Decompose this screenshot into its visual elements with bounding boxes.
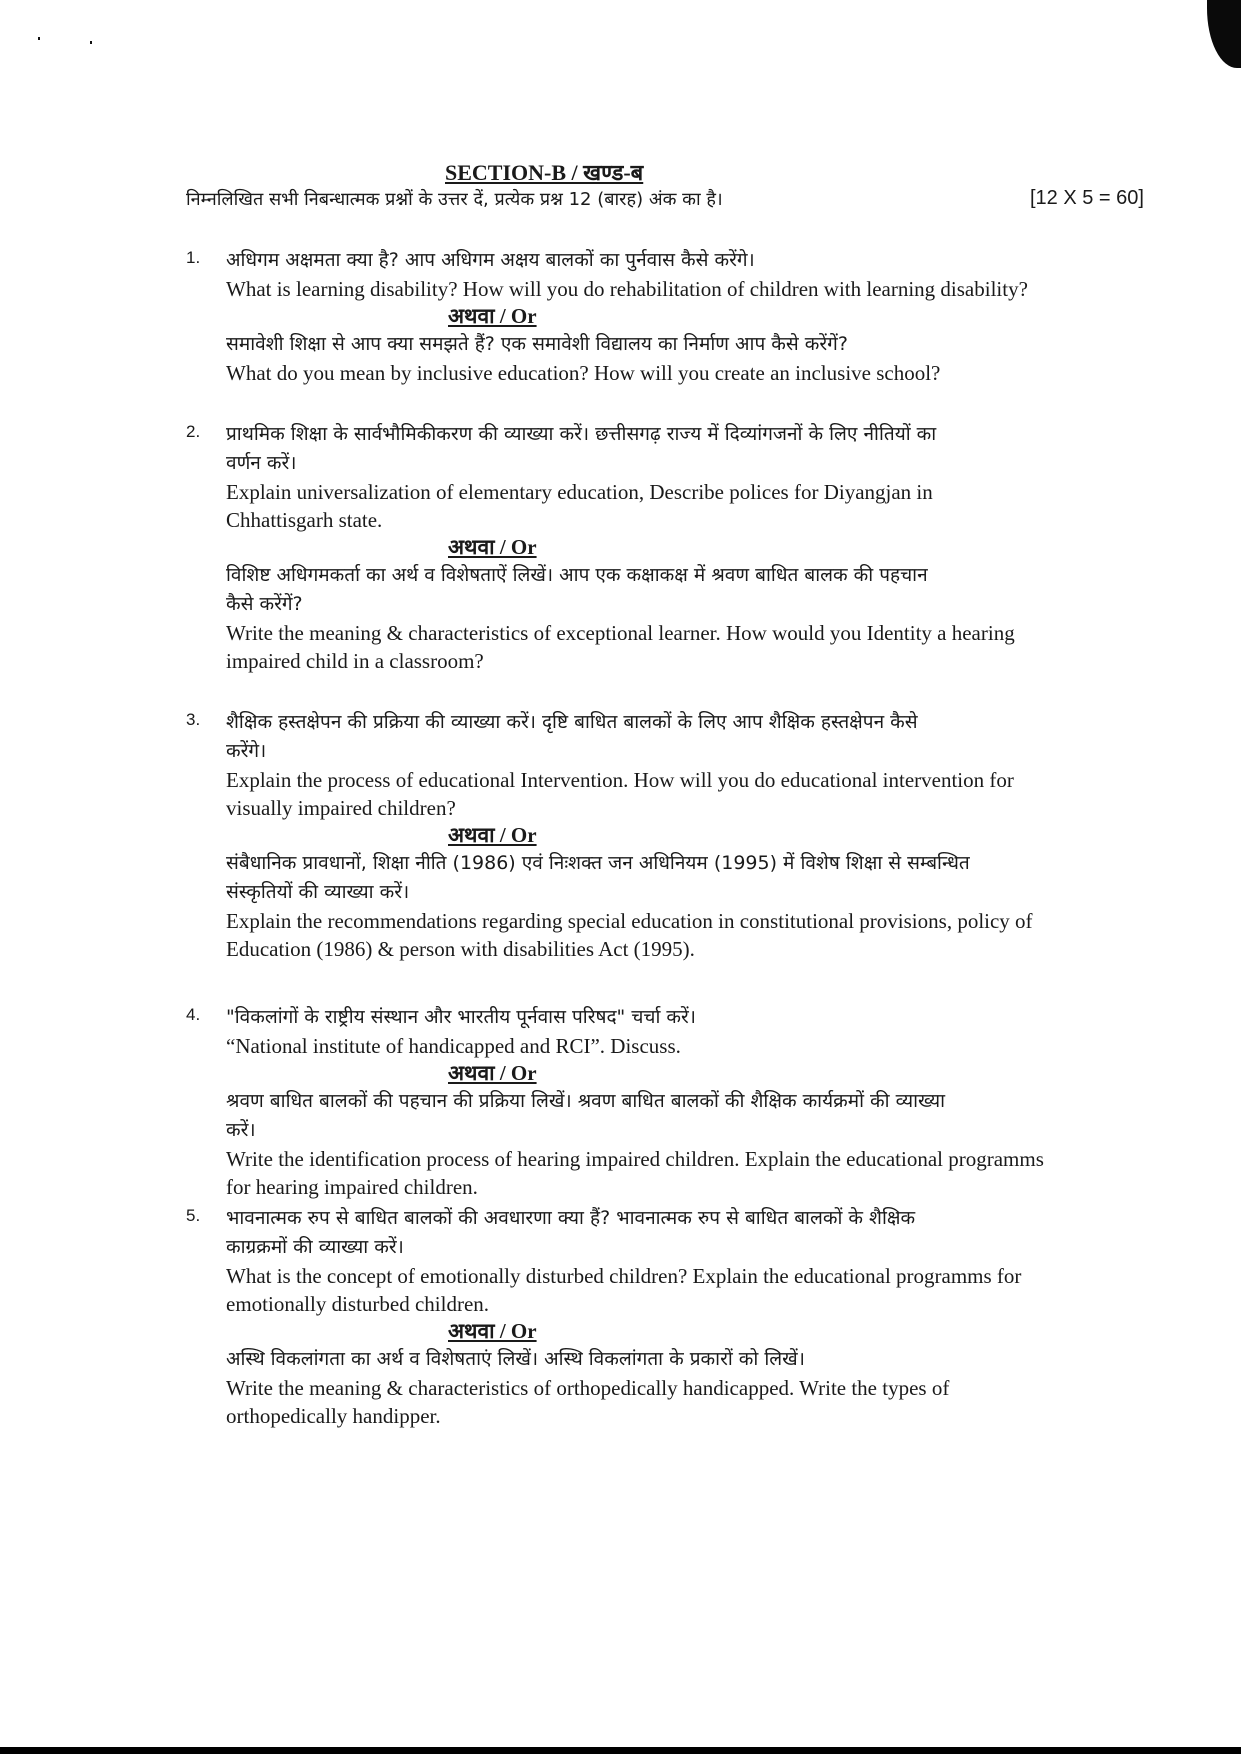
alt-question-text-hindi: अस्थि विकलांगता का अर्थ व विशेषताएं लिखें। अस्थि विकलांगता के प्रकारों को लिखें। (226, 1348, 805, 1370)
section-title: SECTION-B / खण्ड-ब (445, 160, 644, 185)
question-text-english: Explain the process of educational Intervention. How will you do educational intervention for (226, 768, 1014, 792)
question-text-english: What is learning disability? How will you do rehabilitation of children with learning disability? (226, 277, 1028, 301)
alt-question-text-english: for hearing impaired children. (226, 1175, 478, 1199)
alt-question-text-english: impaired child in a classroom? (226, 649, 484, 673)
or-divider: अथवा / Or (448, 304, 537, 328)
alt-question-text-english: Education (1986) & person with disabilities Act (1995). (226, 937, 695, 961)
question-text-hindi: वर्णन करें। (226, 452, 297, 474)
question-text-english: Explain universalization of elementary education, Describe polices for Diyangjan in (226, 480, 933, 504)
scan-speck (38, 37, 40, 40)
question-number: 5. (186, 1206, 201, 1225)
question-number: 4. (186, 1005, 201, 1024)
question-number: 1. (186, 248, 201, 267)
question-text-hindi: काग्रक्रमों की व्याख्या करें। (226, 1236, 404, 1258)
or-divider: अथवा / Or (448, 1061, 537, 1085)
question-text-hindi: शैक्षिक हस्तक्षेपन की प्रक्रिया की व्याख्या करें। दृष्टि बाधित बालकों के लिए आप शैक्षिक हस्तक्षेपन कैसे (226, 711, 918, 733)
alt-question-text-english: Write the meaning & characteristics of exceptional learner. How would you Identity a hearing (226, 621, 1015, 645)
alt-question-text-hindi: संस्कृतियों की व्याख्या करें। (226, 881, 410, 903)
alt-question-text-english: Explain the recommendations regarding special education in constitutional provisions, policy of (226, 909, 1033, 933)
alt-question-text-english: Write the meaning & characteristics of orthopedically handicapped. Write the types of (226, 1376, 950, 1400)
alt-question-text-hindi: विशिष्ट अधिगमकर्ता का अर्थ व विशेषताऐं लिखें। आप एक कक्षाकक्ष में श्रवण बाधित बालक की पहचान (226, 564, 928, 586)
scan-bottom-edge (0, 1747, 1241, 1754)
question-text-hindi: "विकलांगों के राष्ट्रीय संस्थान और भारतीय पूर्नवास परिषद" चर्चा करें। (226, 1006, 696, 1028)
alt-question-text-hindi: श्रवण बाधित बालकों की पहचान की प्रक्रिया लिखें। श्रवण बाधित बालकों की शैक्षिक कार्यक्रमों की व्याख्या (226, 1090, 946, 1112)
or-divider: अथवा / Or (448, 823, 537, 847)
question-text-english: emotionally disturbed children. (226, 1292, 490, 1316)
alt-question-text-hindi: समावेशी शिक्षा से आप क्या समझते हैं? एक समावेशी विद्यालय का निर्माण आप कैसे करेंगें? (226, 333, 848, 355)
question-text-english: What is the concept of emotionally disturbed children? Explain the educational programms for (226, 1264, 1022, 1288)
question-text-english: “National institute of handicapped and RCI”. Discuss. (226, 1034, 681, 1058)
question-text-hindi: प्राथमिक शिक्षा के सार्वभौमिकीकरण की व्याख्या करें। छत्तीसगढ़ राज्य में दिव्यांगजनों के लिए नीतियों का (226, 423, 937, 445)
question-text-english: visually impaired children? (226, 796, 456, 820)
or-divider: अथवा / Or (448, 535, 537, 559)
question-text-hindi: भावनात्मक रुप से बाधित बालकों की अवधारणा क्या हैं? भावनात्मक रुप से बाधित बालकों के शैक्षिक (226, 1207, 916, 1229)
alt-question-text-hindi: कैसे करेंगें? (226, 593, 303, 615)
alt-question-text-english: What do you mean by inclusive education? How will you create an inclusive school? (226, 361, 941, 385)
question-text-english: Chhattisgarh state. (226, 508, 383, 532)
instruction-text: निम्नलिखित सभी निबन्धात्मक प्रश्नों के उत्तर दें, प्रत्येक प्रश्न 12 (बारह) अंक का है। (186, 189, 723, 210)
alt-question-text-english: orthopedically handipper. (226, 1404, 441, 1428)
or-divider: अथवा / Or (448, 1319, 537, 1343)
scan-speck (90, 41, 92, 44)
alt-question-text-hindi: करें। (226, 1119, 256, 1141)
question-text-hindi: करेंगे। (226, 740, 267, 762)
alt-question-text-hindi: संबैधानिक प्रावधानों, शिक्षा नीति (1986) एवं निःशक्त जन अधिनियम (1995) में विशेष शिक्षा से सम्बन्धित (226, 852, 970, 874)
instruction-row (186, 187, 1156, 211)
question-text-hindi: अधिगम अक्षमता क्या है? आप अधिगम अक्षय बालकों का पुर्नवास कैसे करेंगे। (226, 249, 755, 271)
question-number: 2. (186, 422, 201, 441)
question-number: 3. (186, 710, 201, 729)
scan-corner-blot (1207, 0, 1241, 68)
alt-question-text-english: Write the identification process of hearing impaired children. Explain the educational programms (226, 1147, 1044, 1171)
marks-scheme: [12 X 5 = 60] (1030, 187, 1144, 209)
